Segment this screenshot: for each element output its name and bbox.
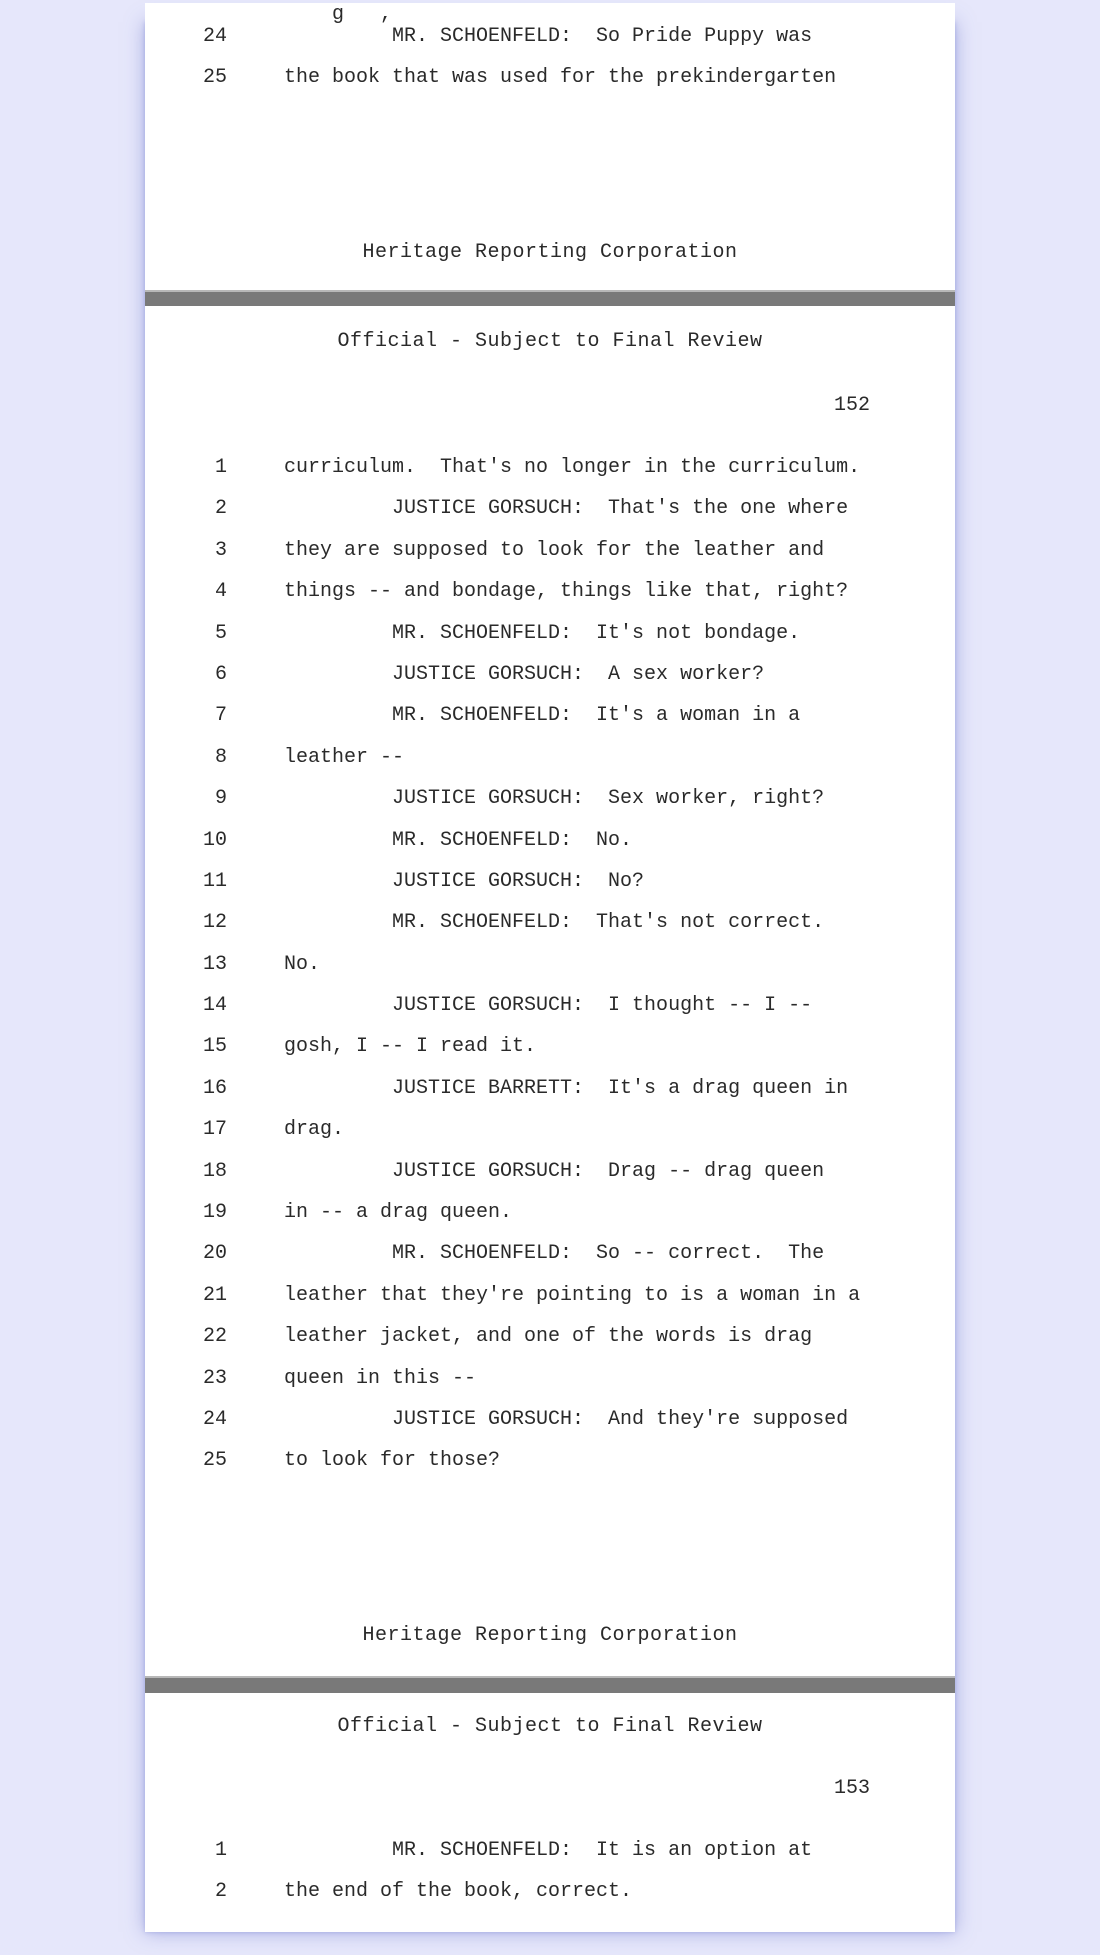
line-text: curriculum. That's no longer in the curriculum.: [284, 456, 861, 479]
transcript-line: [145, 1399, 955, 1440]
line-text: JUSTICE GORSUCH: That's the one where: [284, 497, 849, 521]
line-text: MR. SCHOENFELD: No.: [284, 828, 633, 852]
line-number: 17: [202, 1118, 227, 1142]
transcript-line: [145, 1068, 955, 1109]
transcript-line: [145, 985, 955, 1026]
line-text: drag.: [284, 1118, 345, 1142]
transcript-line: [145, 1440, 955, 1481]
line-text: JUSTICE GORSUCH: No?: [284, 869, 645, 893]
line-text: to look for those?: [284, 1449, 501, 1473]
line-number: 12: [202, 911, 227, 935]
line-text: MR. SCHOENFELD: That's not correct.: [284, 911, 825, 935]
line-number: 24: [202, 1407, 227, 1431]
transcript-lines: [145, 1830, 955, 1913]
line-text: JUSTICE GORSUCH: I thought -- I --: [284, 994, 813, 1018]
line-number: 10: [202, 828, 227, 852]
line-number: 21: [202, 1283, 227, 1307]
transcript-page-153-top: [145, 1693, 955, 1913]
transcript-line: [145, 1275, 955, 1316]
line-number: 25: [202, 1449, 227, 1473]
line-text: JUSTICE GORSUCH: Sex worker, right?: [284, 787, 825, 811]
transcript-line: [145, 861, 955, 902]
transcript-lines: [145, 16, 955, 99]
line-text: leather that they're pointing to is a woman in a: [284, 1283, 861, 1307]
line-number: 2: [214, 1880, 227, 1904]
line-number: 4: [214, 580, 227, 604]
page-header: Official - Subject to Final Review: [337, 330, 763, 353]
transcript-page-152: [145, 306, 955, 1676]
transcript-line: [145, 1151, 955, 1192]
transcript-line: [145, 1192, 955, 1233]
transcript-line: [145, 654, 955, 695]
line-number: 8: [214, 745, 227, 769]
document-page-stack: [145, 3, 955, 1932]
transcript-line: [145, 1109, 955, 1150]
line-number: 16: [202, 1076, 227, 1100]
page-footer: Heritage Reporting Corporation: [362, 240, 738, 264]
line-text: the end of the book, correct.: [284, 1880, 633, 1904]
transcript-line: [145, 488, 955, 529]
transcript-line: [145, 695, 955, 736]
transcript-page-151-bottom: [145, 3, 955, 290]
line-text: No.: [284, 952, 321, 976]
line-text: JUSTICE GORSUCH: And they're supposed: [284, 1407, 849, 1431]
page-number: 153: [833, 1777, 870, 1800]
line-number: 15: [202, 1035, 227, 1059]
line-text: gosh, I -- I read it.: [284, 1035, 537, 1059]
clipped-line-fragment: g ,: [284, 3, 393, 26]
transcript-line: [145, 902, 955, 943]
transcript-line: [145, 737, 955, 778]
transcript-line: [145, 1026, 955, 1067]
transcript-line: [145, 57, 955, 98]
line-text: leather --: [284, 745, 405, 769]
page-number: 152: [833, 394, 870, 417]
page-header: Official - Subject to Final Review: [337, 1715, 763, 1738]
transcript-line: [145, 820, 955, 861]
page-footer: Heritage Reporting Corporation: [362, 1623, 738, 1647]
line-text: MR. SCHOENFELD: It's a woman in a: [284, 704, 801, 728]
line-number: 13: [202, 952, 227, 976]
transcript-line: [145, 447, 955, 488]
line-text: in -- a drag queen.: [284, 1201, 513, 1225]
transcript-line: [145, 530, 955, 571]
line-number: 2: [214, 497, 227, 521]
transcript-line: [145, 1358, 955, 1399]
line-number: 7: [214, 704, 227, 728]
line-number: 14: [202, 994, 227, 1018]
line-number: 25: [202, 66, 227, 90]
line-number: 3: [214, 538, 227, 562]
line-text: MR. SCHOENFELD: So -- correct. The: [284, 1242, 825, 1266]
line-number: 1: [214, 456, 227, 479]
line-number: 19: [202, 1201, 227, 1225]
transcript-line: [145, 571, 955, 612]
line-text: JUSTICE GORSUCH: Drag -- drag queen: [284, 1159, 825, 1183]
line-text: the book that was used for the prekindergarten: [284, 66, 837, 90]
transcript-line: [145, 778, 955, 819]
line-number: 1: [214, 1839, 227, 1862]
transcript-line: [145, 1830, 955, 1871]
line-text: they are supposed to look for the leather and: [284, 538, 825, 562]
line-text: MR. SCHOENFELD: So Pride Puppy was: [284, 25, 813, 48]
line-number: 23: [202, 1366, 227, 1390]
line-text: MR. SCHOENFELD: It's not bondage.: [284, 621, 801, 645]
line-number: 5: [214, 621, 227, 645]
page-break-separator: [145, 290, 955, 306]
line-number: 11: [202, 869, 227, 893]
transcript-line: [145, 613, 955, 654]
line-number: 9: [214, 787, 227, 811]
line-text: JUSTICE BARRETT: It's a drag queen in: [284, 1076, 849, 1100]
line-number: 20: [202, 1242, 227, 1266]
line-text: things -- and bondage, things like that, right?: [284, 580, 849, 604]
line-number: 24: [202, 25, 227, 48]
page-break-separator: [145, 1676, 955, 1693]
line-text: JUSTICE GORSUCH: A sex worker?: [284, 662, 765, 686]
line-number: 6: [214, 662, 227, 686]
line-text: leather jacket, and one of the words is drag: [284, 1325, 813, 1349]
line-text: queen in this --: [284, 1366, 477, 1390]
line-number: 22: [202, 1325, 227, 1349]
transcript-line: [145, 1233, 955, 1274]
transcript-line: [145, 16, 955, 57]
transcript-line: [145, 944, 955, 985]
transcript-line: [145, 1316, 955, 1357]
transcript-lines: [145, 447, 955, 1482]
transcript-line: [145, 1871, 955, 1912]
line-text: MR. SCHOENFELD: It is an option at: [284, 1839, 813, 1862]
line-number: 18: [202, 1159, 227, 1183]
